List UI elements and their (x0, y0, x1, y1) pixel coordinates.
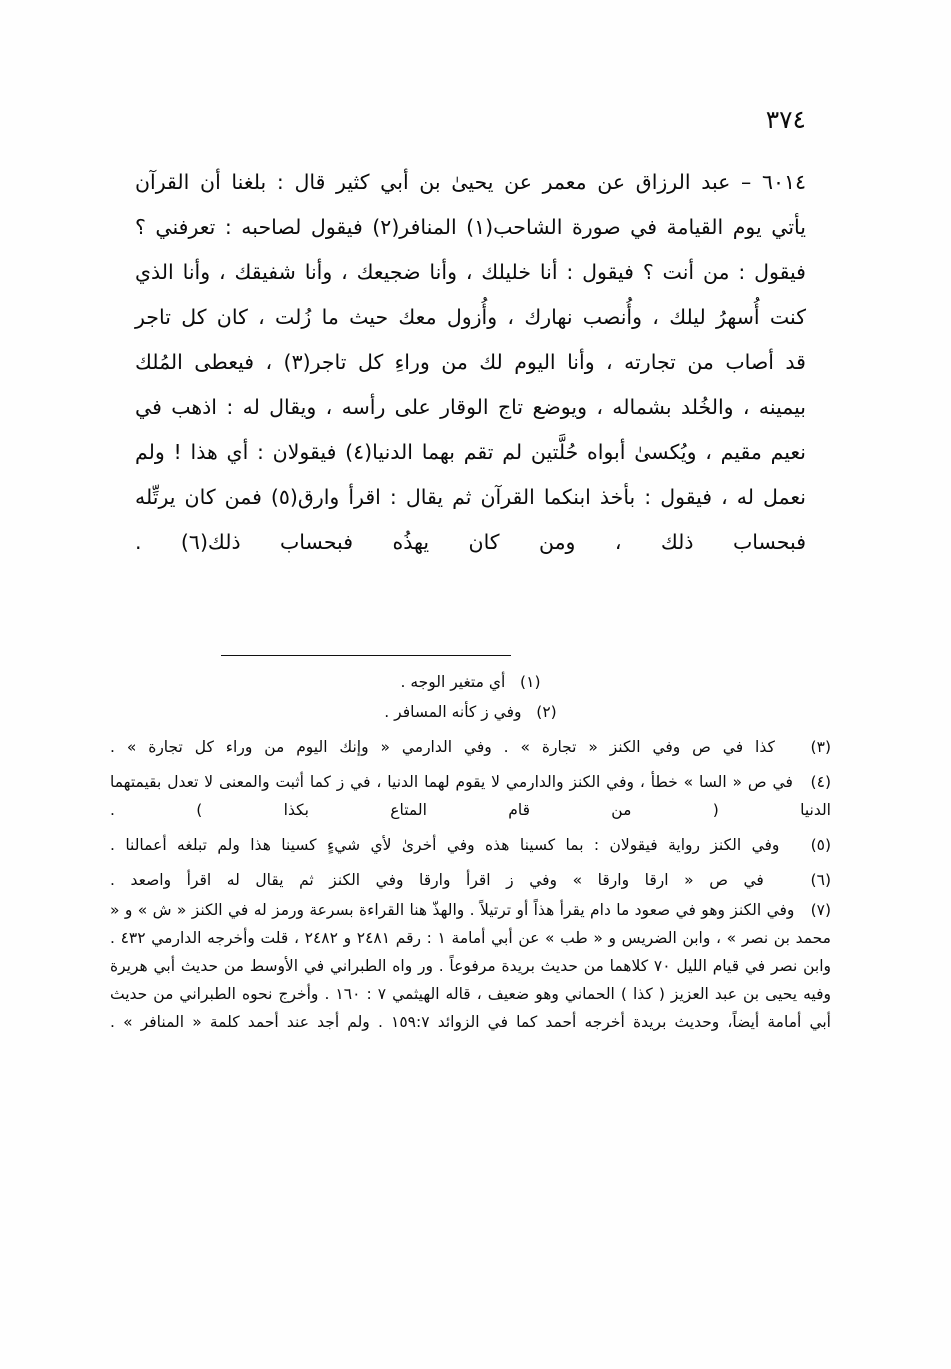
footnote-5-number: (٥) (810, 836, 832, 854)
footnote-4-text: في ص « السا » خطأ ، وفي الكنز والدارمي لا يقوم لهما الدنيا ، في ز كما أثبت والمعنى لا تعدل بقيمتهما الدنيا ( من قام المتاع بكذا ) . (110, 773, 831, 819)
footnotes-block (110, 668, 831, 1038)
footnote-2-number: (٢) (536, 703, 557, 721)
footnote-3-text: كذا في ص وفي الكنز « تجارة » . وفي الدارمي « وإنك اليوم من وراء كل تجارة » . (110, 738, 775, 756)
footnote-6-text: في ص « ارقا وارقا » وفي ز اقرأ وارقا وفي الكنز ثم يقال له اقرأ واصعد . (110, 871, 764, 889)
footnote-divider (221, 655, 511, 656)
footnote-7-number: (٧) (810, 901, 832, 919)
footnote-2 (110, 698, 831, 726)
page-number (0, 105, 806, 134)
hadith-paragraph: ٦٠١٤ – عبد الرزاق عن معمر عن يحيىٰ بن أبي كثير قال : بلغنا أن القرآن يأتي يوم القيامة في صورة الشاحب(١) المنافر(٢) فيقول لصاحبه : تعرفني ؟ فيقول : من أنت ؟ فيقول : أنا خليلك ، وأنا ضجيعك ، وأنا شفيقك ، وأنا الذي كنت أُسهرُ ليلك ، وأُنصب نهارك ، وأُزول معك حيث ما زُلت ، كان كل تاجر قد أصاب من تجارته ، وأنا اليوم لك من وراءِ كل تاجر(٣) ، فيعطى المُلك بيمينه ، والخُلد بشماله ، ويوضع تاج الوقار على رأسه ، ويقال له : اذهب في نعيم مقيم ، ويُكسىٰ أبواه حُلَّتين لم تقم بهما الدنيا(٤) فيقولان : أي هذا ! ولم نعمل له ، فيقول : بأخذ ابنكما القرآن ثم يقال : اقرأ وارق(٥) فمن كان يرتِّله فبحساب ذلك ، ومن كان يهذُه فبحساب ذلك(٦) . (135, 170, 806, 554)
main-text-block (135, 160, 806, 565)
footnote-1-text: أي متغير الوجه . (400, 673, 506, 691)
footnote-1-number: (١) (520, 673, 541, 691)
footnote-6-number: (٦) (810, 871, 831, 889)
footnote-1 (110, 668, 831, 696)
footnote-5 (110, 831, 831, 859)
page-number-value: ٣٧٤ (765, 105, 806, 134)
footnote-6 (110, 866, 831, 894)
footnote-7-text: وفي الكنز وهو في صعود ما دام يقرأ هذاً أو ترتيلاً . والهذّ هنا القراءة بسرعة ورمز له في الكنز « ش » و « محمد بن نصر » ، وابن الضريس و « طب » عن أبي أمامة ١ : رقم ٢٤٨١ و ٢٤٨٢ ، قلت وأخرجه الدارمي ٤٣٢ . وابن نصر في قيام الليل ٧٠ كلاهما من حديث بريدة مرفوعاً . ور واه الطبراني في الأوسط من حديث أبي هريرة وفيه يحيى بن عبد العزيز ( كذا ) الحماني وهو ضعيف ، قاله الهيثمي ٧ : ١٦٠ . وأخرج نحوه الطبراني من حديث أبي أمامة أيضاً، وحديث بريدة أخرجه أحمد كما في الزوائد ١٥٩:٧ . ولم أجد عند أحمد كلمة « المنافر » . (110, 901, 831, 1031)
footnote-3-number: (٣) (810, 738, 831, 756)
footnote-4-number: (٤) (810, 773, 831, 791)
footnote-7 (110, 896, 831, 1036)
footnote-4 (110, 768, 831, 824)
footnote-3 (110, 733, 831, 761)
footnote-2-text: وفي ز كأنه المسافر . (384, 703, 522, 721)
footnote-5-text: وفي الكنز رواية فيقولان : بما كسينا هذه وفي أخرىٰ لأي شيءٍ كسينا هذا ولم تبلغه أعمالنا . (110, 836, 780, 854)
